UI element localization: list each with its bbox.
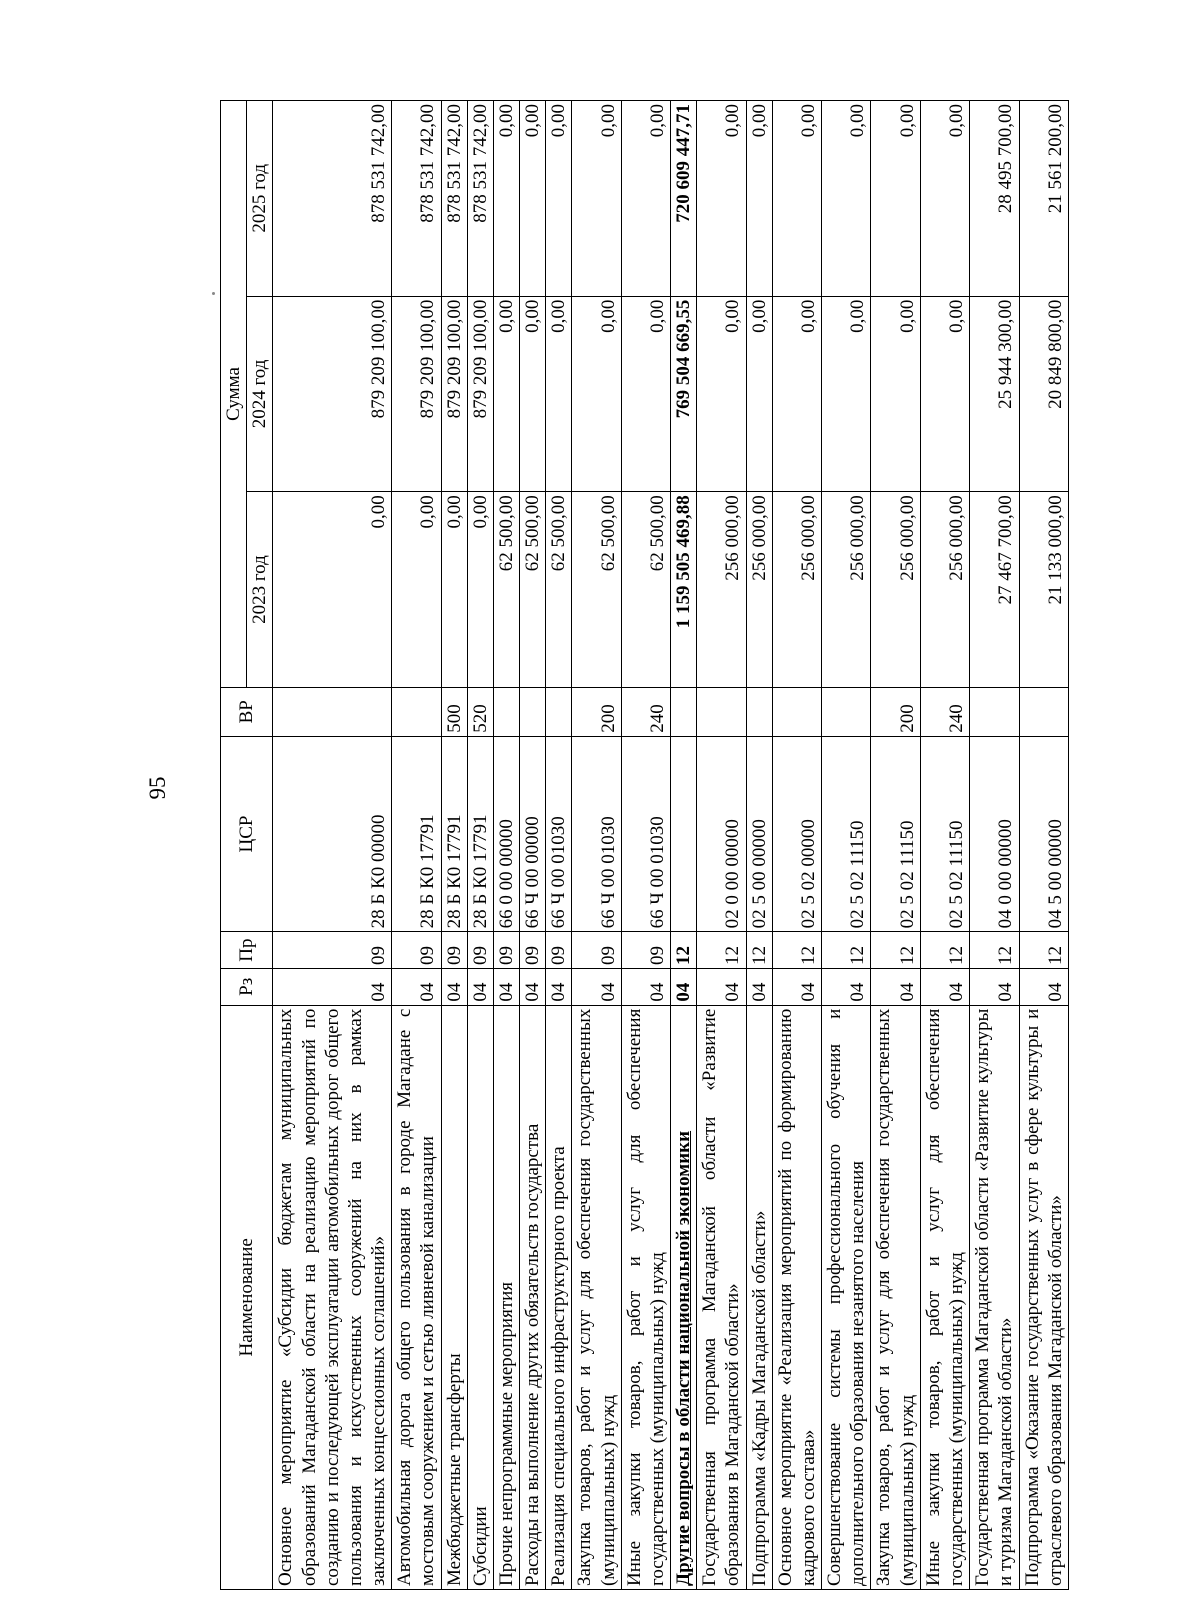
row-sum-2023: 21 133 000,00 (1019, 492, 1068, 688)
row-sum-2025: 28 495 700,00 (970, 101, 1019, 297)
row-sum-2024: 0,00 (822, 296, 871, 492)
row-vr: 520 (467, 687, 493, 736)
row-vr (273, 687, 392, 736)
row-pr: 09 (520, 932, 546, 969)
table-row (441, 101, 467, 1590)
row-rz: 04 (441, 968, 467, 1005)
row-rz: 04 (273, 968, 392, 1005)
row-sum-2025: 0,00 (697, 101, 746, 297)
row-sum-2025: 0,00 (772, 101, 821, 297)
row-csr: 02 0 00 00000 (697, 736, 746, 932)
row-name: Иные закупки товаров, работ и услуг для обеспечения государственных (муниципальных) нужд (920, 1005, 969, 1589)
row-csr: 66 0 00 00000 (493, 736, 519, 932)
row-sum-2023: 0,00 (441, 492, 467, 688)
row-sum-2025: 0,00 (621, 101, 670, 297)
row-vr (970, 687, 1019, 736)
scan-speck (212, 292, 215, 295)
table-row (493, 101, 519, 1590)
row-name: Другие вопросы в области национальной экономики (671, 1005, 697, 1589)
row-pr: 12 (871, 932, 920, 969)
table-row (273, 101, 392, 1590)
row-sum-2025: 878 531 742,00 (392, 101, 441, 297)
row-vr: 500 (441, 687, 467, 736)
row-name: Реализация специального инфраструктурного проекта (546, 1005, 572, 1589)
row-sum-2023: 62 500,00 (546, 492, 572, 688)
table-row (697, 101, 746, 1590)
row-sum-2025: 878 531 742,00 (273, 101, 392, 297)
row-vr (546, 687, 572, 736)
header-year-2025: 2025 год (247, 101, 273, 297)
row-pr: 12 (772, 932, 821, 969)
row-name: Закупка товаров, работ и услуг для обеспечения государственных (муниципальных) нужд (871, 1005, 920, 1589)
row-sum-2025: 21 561 200,00 (1019, 101, 1068, 297)
row-sum-2024: 25 944 300,00 (970, 296, 1019, 492)
row-csr (671, 736, 697, 932)
row-csr: 02 5 00 00000 (746, 736, 772, 932)
table-row (392, 101, 441, 1590)
header-sum: Сумма (221, 101, 247, 688)
row-rz: 04 (970, 968, 1019, 1005)
row-csr: 04 0 00 00000 (970, 736, 1019, 932)
row-sum-2023: 256 000,00 (822, 492, 871, 688)
page-number: 95 (145, 776, 170, 800)
row-csr: 02 5 02 11150 (871, 736, 920, 932)
row-csr: 28 Б К0 17791 (392, 736, 441, 932)
row-sum-2024: 20 849 800,00 (1019, 296, 1068, 492)
table-row (520, 101, 546, 1590)
row-csr: 66 Ч 00 01030 (546, 736, 572, 932)
row-sum-2023: 62 500,00 (493, 492, 519, 688)
row-rz: 04 (546, 968, 572, 1005)
row-vr (697, 687, 746, 736)
row-sum-2024: 0,00 (546, 296, 572, 492)
row-sum-2024: 879 209 100,00 (392, 296, 441, 492)
row-sum-2023: 27 467 700,00 (970, 492, 1019, 688)
table-row (546, 101, 572, 1590)
row-pr: 12 (822, 932, 871, 969)
row-sum-2025: 0,00 (546, 101, 572, 297)
row-sum-2025: 720 609 447,71 (671, 101, 697, 297)
row-sum-2023: 256 000,00 (920, 492, 969, 688)
row-sum-2024: 879 209 100,00 (467, 296, 493, 492)
row-rz: 04 (520, 968, 546, 1005)
row-csr: 28 Б К0 17791 (441, 736, 467, 932)
row-rz: 04 (871, 968, 920, 1005)
row-name: Государственная программа Магаданской области «Развитие образования в Магаданской области» (697, 1005, 746, 1589)
row-sum-2023: 256 000,00 (871, 492, 920, 688)
row-pr: 09 (467, 932, 493, 969)
header-vr: ВР (221, 687, 273, 736)
row-sum-2023: 256 000,00 (746, 492, 772, 688)
table-row (621, 101, 670, 1590)
row-csr: 66 Ч 00 00000 (520, 736, 546, 932)
row-sum-2023: 256 000,00 (697, 492, 746, 688)
table-row (970, 101, 1019, 1590)
row-sum-2024: 0,00 (772, 296, 821, 492)
row-vr (392, 687, 441, 736)
row-sum-2024: 0,00 (621, 296, 670, 492)
row-name: Государственная программа Магаданской области «Развитие культуры и туризма Магаданской области» (970, 1005, 1019, 1589)
row-sum-2024: 0,00 (493, 296, 519, 492)
header-csr: ЦСР (221, 736, 273, 932)
budget-table (220, 100, 1069, 1590)
row-pr: 09 (273, 932, 392, 969)
row-sum-2024: 879 209 100,00 (273, 296, 392, 492)
row-rz: 04 (621, 968, 670, 1005)
table-row (871, 101, 920, 1590)
row-name: Иные закупки товаров, работ и услуг для обеспечения государственных (муниципальных) нужд (621, 1005, 670, 1589)
row-csr: 28 Б К0 17791 (467, 736, 493, 932)
header-year-2023: 2023 год (247, 492, 273, 688)
row-sum-2025: 0,00 (871, 101, 920, 297)
table-row (1019, 101, 1068, 1590)
row-sum-2023: 62 500,00 (520, 492, 546, 688)
row-name: Совершенствование системы профессионального обучения и дополнительного образования незанятого населения (822, 1005, 871, 1589)
row-rz: 04 (772, 968, 821, 1005)
row-pr: 09 (621, 932, 670, 969)
row-pr: 09 (493, 932, 519, 969)
row-sum-2023: 62 500,00 (621, 492, 670, 688)
row-name: Подпрограмма «Оказание государственных услуг в сфере культуры и отраслевого образования Магаданской области» (1019, 1005, 1068, 1589)
row-rz: 04 (822, 968, 871, 1005)
row-rz: 04 (392, 968, 441, 1005)
row-vr (493, 687, 519, 736)
row-csr: 66 Ч 00 01030 (621, 736, 670, 932)
row-sum-2023: 0,00 (392, 492, 441, 688)
table-row (746, 101, 772, 1590)
row-pr: 09 (572, 932, 621, 969)
row-name: Субсидии (467, 1005, 493, 1589)
table-row (467, 101, 493, 1590)
table-row (920, 101, 969, 1590)
row-csr: 04 5 00 00000 (1019, 736, 1068, 932)
row-rz: 04 (697, 968, 746, 1005)
row-pr: 09 (392, 932, 441, 969)
row-rz: 04 (746, 968, 772, 1005)
header-name: Наименование (221, 1005, 273, 1589)
row-rz: 04 (572, 968, 621, 1005)
row-name: Автомобильная дорога общего пользования в городе Магадане с мостовым сооружением и сетью ливневой канализации (392, 1005, 441, 1589)
row-rz: 04 (493, 968, 519, 1005)
row-sum-2025: 0,00 (493, 101, 519, 297)
row-sum-2025: 0,00 (572, 101, 621, 297)
row-vr: 200 (572, 687, 621, 736)
row-pr: 12 (970, 932, 1019, 969)
row-pr: 12 (920, 932, 969, 969)
row-pr: 12 (697, 932, 746, 969)
row-name: Межбюджетные трансферты (441, 1005, 467, 1589)
row-pr: 09 (441, 932, 467, 969)
row-sum-2024: 769 504 669,55 (671, 296, 697, 492)
row-sum-2025: 0,00 (520, 101, 546, 297)
table-row (772, 101, 821, 1590)
table-row (572, 101, 621, 1590)
row-vr (772, 687, 821, 736)
row-sum-2024: 0,00 (920, 296, 969, 492)
row-vr (746, 687, 772, 736)
row-sum-2024: 0,00 (871, 296, 920, 492)
row-sum-2024: 879 209 100,00 (441, 296, 467, 492)
row-sum-2024: 0,00 (746, 296, 772, 492)
row-name: Прочие непрограммные мероприятия (493, 1005, 519, 1589)
row-sum-2024: 0,00 (697, 296, 746, 492)
row-rz: 04 (671, 968, 697, 1005)
row-rz: 04 (920, 968, 969, 1005)
header-year-2024: 2024 год (247, 296, 273, 492)
row-sum-2023: 62 500,00 (572, 492, 621, 688)
row-sum-2023: 0,00 (273, 492, 392, 688)
row-pr: 09 (546, 932, 572, 969)
row-csr: 02 5 02 11150 (920, 736, 969, 932)
row-vr: 240 (621, 687, 670, 736)
row-name: Основное мероприятие «Субсидии бюджетам муниципальных образований Магаданской области на реализацию мероприятий по созданию и последующей эксплуатации автомобильных дорог общего пользования и искусственных сооружений на них в рамках заключенных концессионных соглашений» (273, 1005, 392, 1589)
row-rz: 04 (1019, 968, 1068, 1005)
row-name: Расходы на выполнение других обязательств государства (520, 1005, 546, 1589)
row-vr (671, 687, 697, 736)
table-row (671, 101, 697, 1590)
budget-table-sheet (220, 100, 1155, 1590)
row-csr: 66 Ч 00 01030 (572, 736, 621, 932)
header-rz: Рз (221, 968, 273, 1005)
row-vr (520, 687, 546, 736)
row-sum-2023: 0,00 (467, 492, 493, 688)
row-sum-2024: 0,00 (572, 296, 621, 492)
row-name: Основное мероприятие «Реализация мероприятий по формированию кадрового состава» (772, 1005, 821, 1589)
row-name: Подпрограмма «Кадры Магаданской области» (746, 1005, 772, 1589)
row-pr: 12 (746, 932, 772, 969)
row-sum-2023: 1 159 505 469,88 (671, 492, 697, 688)
row-csr: 28 Б К0 00000 (273, 736, 392, 932)
row-sum-2025: 0,00 (822, 101, 871, 297)
row-pr: 12 (1019, 932, 1068, 969)
row-csr: 02 5 02 00000 (772, 736, 821, 932)
row-vr (822, 687, 871, 736)
table-row (822, 101, 871, 1590)
row-vr: 240 (920, 687, 969, 736)
row-sum-2025: 878 531 742,00 (441, 101, 467, 297)
table-body (273, 101, 1069, 1590)
row-rz: 04 (467, 968, 493, 1005)
row-sum-2024: 0,00 (520, 296, 546, 492)
row-vr (1019, 687, 1068, 736)
row-sum-2025: 878 531 742,00 (467, 101, 493, 297)
row-pr: 12 (671, 932, 697, 969)
row-name: Закупка товаров, работ и услуг для обеспечения государственных (муниципальных) нужд (572, 1005, 621, 1589)
row-csr: 02 5 02 11150 (822, 736, 871, 932)
header-pr: Пр (221, 932, 273, 969)
row-vr: 200 (871, 687, 920, 736)
row-sum-2023: 256 000,00 (772, 492, 821, 688)
row-sum-2025: 0,00 (920, 101, 969, 297)
row-sum-2025: 0,00 (746, 101, 772, 297)
